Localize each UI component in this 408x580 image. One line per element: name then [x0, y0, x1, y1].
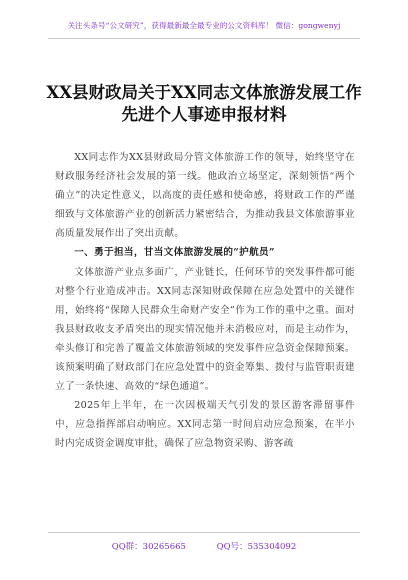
header-banner: 关注头条号“公文研究”，获得最新最全最专业的公文资料库！ 微信：gongwenyj [67, 21, 341, 30]
paragraph: 文体旅游产业点多面广，产业链长，任何环节的突发事件都可能对整个行业造成冲击。XX同志深知财政保障在应急处置中的关键作用，始终将“保障人民群众生命财产安全”作为工作的重中之重。面对我县财政收支矛盾突出的现实情况他并未消极应对，而是主动作为，牵头修订和完善了覆盖文体旅游领域的突发事件应急资金保障预案。该预案明确了财政部门在应急处置中的资金筹集、拨付与监管职责建立了一条快速、高效的“绿色通道”。 [55, 266, 355, 393]
footer [0, 540, 408, 552]
paragraph: XX同志作为XX县财政局分管文体旅游工作的领导，始终坚守在财政服务经济社会发展的第一线。他政治立场坚定，深刻领悟“两个确立”的决定性意义，以高度的责任感和使命感，将财政工作的严谨细致与文体旅游产业的创新活力紧密结合，为推动我县文体旅游事业高质量发展作出了突出贡献。 [55, 152, 355, 240]
paragraph: 2025年上半年，在一次因极端天气引发的景区游客滞留事件中，应急指挥部启动响应。XX同志第一时间启动应急预案，在半小时内完成资金调度审批，确保了应急物资采购、游客疏 [55, 400, 355, 450]
footer-qq-group: QQ群：30265665 [111, 542, 186, 552]
section-heading: 一、勇于担当，甘当文体旅游发展的“护航员” [74, 247, 275, 259]
footer-divider [48, 532, 360, 533]
header-divider [48, 38, 360, 39]
document-title: XX县财政局关于XX同志文体旅游发展工作先进个人事迹申报材料 [46, 83, 362, 124]
footer-qq-number: QQ号：535304092 [216, 542, 297, 552]
document-body [55, 148, 355, 454]
